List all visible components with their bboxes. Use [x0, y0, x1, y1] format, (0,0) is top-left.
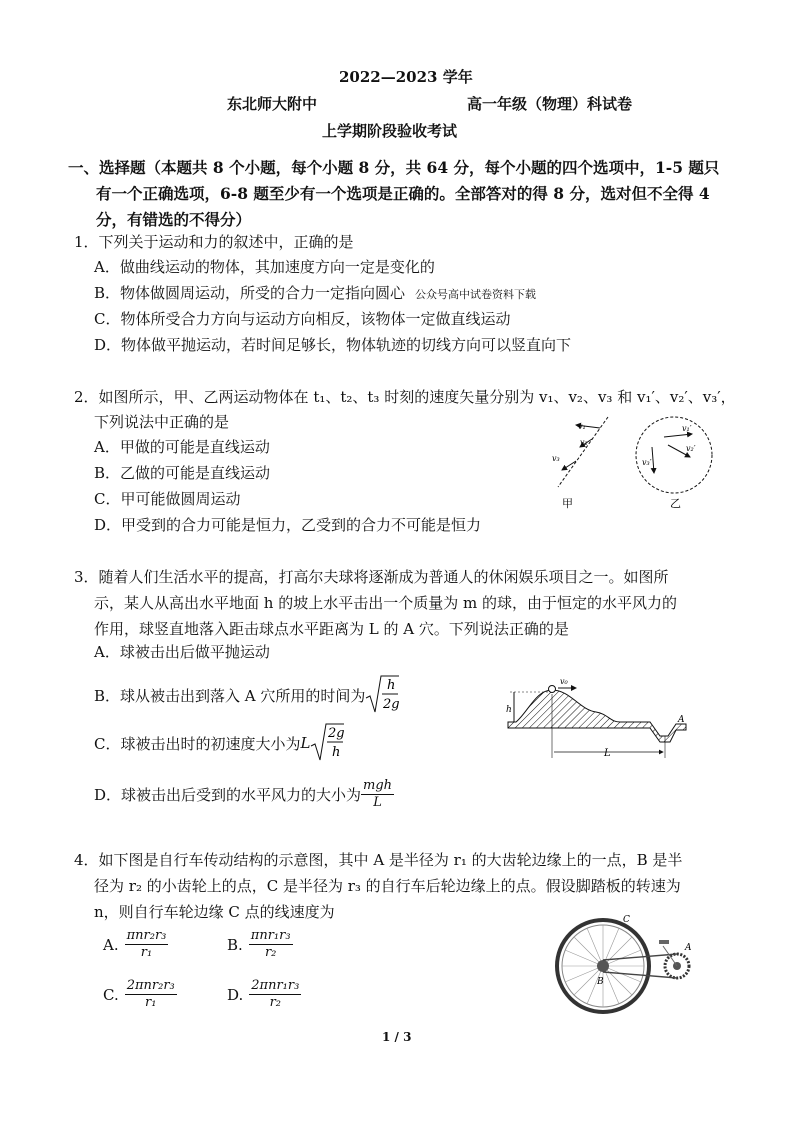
q3-option-c	[94, 722, 344, 764]
q4-d-den: r₂	[269, 995, 281, 1010]
q4-d-frac	[249, 978, 301, 1011]
exam-title: 高一年级（物理）科试卷	[467, 95, 633, 113]
q4-c-den: r₁	[145, 995, 157, 1010]
q4-b-den: r₂	[264, 945, 277, 960]
q3-option-b-sqrt	[365, 674, 399, 716]
q4-option-b	[227, 928, 293, 961]
q4-a-num: πnr₂r₃	[126, 928, 167, 943]
q3-option-a: A．球被击出后做平抛运动	[94, 643, 270, 661]
point-b-label: B	[597, 977, 604, 987]
q1-option-c: C．物体所受合力方向与运动方向相反，该物体一定做直线运动	[94, 310, 511, 328]
exam-subtitle: 上学期阶段验收考试	[322, 122, 458, 140]
q2-stem-2: 下列说法中正确的是	[94, 413, 230, 431]
section-line-1: 一、选择题（本题共 8 个小题，每个小题 8 分，共 64 分，每个小题的四个选项中，1-5 题只	[68, 158, 720, 177]
point-a-label: A	[685, 943, 692, 953]
v3-prime-label: v₃′	[642, 458, 652, 467]
q3-stem-1: 3．随着人们生活水平的提高，打高尔夫球将逐渐成为普通人的休闲娱乐项目之一。如图所	[74, 568, 669, 586]
q4-option-d	[227, 978, 301, 1011]
q3-b-den: 2g	[383, 697, 400, 712]
q1-option-d: D．物体做平抛运动，若时间足够长，物体轨迹的切线方向可以竖直向下	[94, 336, 572, 354]
q3-option-c-prefix: L	[300, 734, 311, 752]
q3-golf-figure	[500, 672, 700, 768]
q4-b-num: πnr₁r₃	[250, 928, 291, 943]
q3-d-num: mgh	[363, 778, 393, 793]
section-line-2: 有一个正确选项，6-8 题至少有一个选项是正确的。全部答对的得 8 分，选对但不全得 4	[96, 184, 710, 203]
q2-stem-1: 2．如图所示，甲、乙两运动物体在 t₁、t₂、t₃ 时刻的速度矢量分别为 v₁、v₂、v₃ 和 v₁′、v₂′、v₃′，	[74, 388, 736, 406]
v2-prime-label: v₂′	[686, 444, 696, 453]
q4-option-a	[103, 928, 168, 961]
L-label: L	[604, 748, 611, 759]
q3-c-num: 2g	[328, 726, 345, 741]
q1-option-b-text: B．物体做圆周运动，所受的合力一定指向圆心	[94, 284, 406, 302]
q3-option-b-text: B．球从被击出到落入 A 穴所用的时间为	[94, 686, 366, 705]
q3-b-num: h	[387, 678, 396, 693]
q3-d-den: L	[373, 795, 382, 810]
q3-stem-2: 示，某人从高出水平地面 h 的坡上水平击出一个质量为 m 的球，由于恒定的水平风力的	[94, 594, 677, 612]
q3-option-b	[94, 674, 399, 716]
fig-label-jia: 甲	[562, 497, 573, 510]
q2-option-b: B．乙做的可能是直线运动	[94, 464, 271, 482]
v1-label: v₁	[578, 422, 586, 431]
q4-a-label: A.	[103, 935, 119, 954]
q4-bicycle-figure	[555, 910, 715, 1020]
hole-a-label: A	[678, 715, 685, 725]
fig-label-yi: 乙	[670, 497, 681, 510]
q4-c-num: 2πnr₂r₃	[126, 978, 175, 993]
q1-option-a: A．做曲线运动的物体，其加速度方向一定是变化的	[94, 258, 435, 276]
watermark-note: 公众号高中试卷资料下载	[415, 288, 537, 301]
q4-b-frac	[249, 928, 293, 961]
q4-stem-2: 径为 r₂ 的小齿轮上的点，C 是半径为 r₃ 的自行车后轮边缘上的点。假设脚踏板的转速为	[94, 877, 681, 895]
q2-option-a: A．甲做的可能是直线运动	[94, 438, 270, 456]
q4-stem-1: 4．如下图是自行车传动结构的示意图，其中 A 是半径为 r₁ 的大齿轮边缘上的一点，B 是半	[74, 851, 683, 869]
q4-a-frac	[125, 928, 169, 961]
q1-option-b	[94, 282, 536, 303]
v1-prime-label: v₁′	[682, 424, 692, 433]
q4-b-label: B.	[227, 935, 243, 954]
rear-wheel-icon	[557, 920, 649, 1012]
point-c-label: C	[623, 915, 630, 925]
school-name: 东北师大附中	[227, 95, 318, 113]
q4-d-label: D.	[227, 985, 244, 1004]
q4-stem-3: n，则自行车轮边缘 C 点的线速度为	[94, 903, 335, 921]
q3-option-c-text: C．球被击出时的初速度大小为	[94, 734, 301, 753]
q3-c-den: h	[332, 745, 341, 760]
q3-option-d-text: D．球被击出后受到的水平风力的大小为	[94, 786, 362, 804]
q3-option-d-frac	[361, 778, 394, 811]
q4-a-den: r₁	[140, 945, 153, 960]
q4-d-num: 2πnr₁r₃	[251, 978, 300, 993]
q1-stem: 1．下列关于运动和力的叙述中，正确的是	[74, 233, 354, 251]
q2-option-d: D．甲受到的合力可能是恒力，乙受到的合力不可能是恒力	[94, 516, 482, 534]
exam-year: 2022—2023 学年	[339, 68, 473, 86]
q4-c-frac	[125, 978, 177, 1011]
q3-option-c-sqrt	[310, 722, 344, 764]
section-line-3: 分，有错选的不得分）	[96, 210, 252, 229]
v2-label: v₂	[580, 438, 588, 447]
q3-stem-3: 作用，球竖直地落入距击球点水平距离为 L 的 A 穴。下列说法正确的是	[94, 620, 569, 638]
q4-c-label: C.	[103, 985, 119, 1004]
q3-option-d	[94, 778, 394, 811]
v0-label: v₀	[560, 677, 568, 686]
h-label: h	[506, 705, 512, 715]
q2-velocity-figure	[540, 415, 720, 525]
v3-label: v₃	[552, 454, 560, 463]
q2-option-c: C．甲可能做圆周运动	[94, 490, 241, 508]
page-number: 1 / 3	[382, 1030, 412, 1044]
q4-option-c	[103, 978, 177, 1011]
